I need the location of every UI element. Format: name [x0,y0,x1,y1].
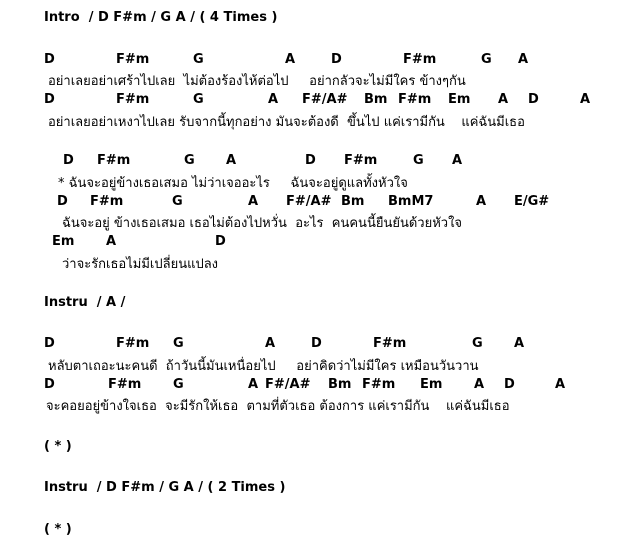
chord: D [305,153,316,168]
lyric-line: * ฉันจะอยู่ข้างเธอเสมอ ไม่ว่าเจออะไร ฉันจะอยู่ดูแลทั้งหัวใจ [58,176,408,191]
chord: F#m [362,377,396,392]
chord: D [44,336,55,351]
chord: A [285,52,296,67]
chord: F#m [344,153,378,168]
chord: F#m [108,377,142,392]
chord: A [476,194,487,209]
chord: E/G# [514,194,550,209]
chord: D [44,52,55,67]
chord: G [413,153,424,168]
instru-heading: Instru / A / [44,295,126,310]
chord: F#m [403,52,437,67]
chord-line [0,234,620,250]
chord-line [0,92,620,108]
chorus-repeat-marker: ( * ) [44,439,72,454]
lyric-line: หลับตาเถอะนะคนดี ถ้าวันนี้มันเหนื่อยไป อย่าคิดว่าไม่มีใคร เหมือนวันวาน [48,359,479,374]
chord: Bm [364,92,388,107]
chord: Em [448,92,471,107]
chord: A [555,377,566,392]
lyric-line: อย่าเลยอย่าเศร้าไปเลย ไม่ต้องร้องไห้ต่อไป อย่ากลัวจะไม่มีใคร ข้างๆกัน [48,74,466,89]
chord: A [248,377,259,392]
chord: A [265,336,276,351]
chord: D [44,377,55,392]
chord-line [0,153,620,169]
chord: D [331,52,342,67]
chord: BmM7 [388,194,434,209]
chorus-repeat-marker: ( * ) [44,522,72,537]
chord: G [173,336,184,351]
chord: A [514,336,525,351]
chord: Bm [341,194,365,209]
chord: D [63,153,74,168]
chord: G [184,153,195,168]
chord: G [193,52,204,67]
chord: F#m [373,336,407,351]
chord: G [481,52,492,67]
chord: Bm [328,377,352,392]
chord: G [193,92,204,107]
chord: G [472,336,483,351]
lyric-line: จะคอยอยู่ข้างใจเธอ จะมีรักให้เธอ ตามที่ตัวเธอ ต้องการ แค่เรามีกัน แค่ฉันมีเธอ [46,399,510,414]
chord-line [0,336,620,352]
chord: D [44,92,55,107]
chord: A [518,52,529,67]
chord: A [106,234,117,249]
chord: A [226,153,237,168]
chord-line [0,377,620,393]
chord: D [504,377,515,392]
chord: A [248,194,259,209]
chord: A [580,92,591,107]
chord: A [452,153,463,168]
lyric-line: อย่าเลยอย่าเหงาไปเลย รับจากนี้ทุกอย่าง มันจะต้องดี ขึ้นไป แค่เรามีกัน แค่ฉันมีเธอ [48,115,525,130]
chord: G [173,377,184,392]
chord: F#/A# [302,92,348,107]
chord: A [498,92,509,107]
chord: Em [52,234,75,249]
chord: Em [420,377,443,392]
chord: F#/A# [286,194,332,209]
chord: D [215,234,226,249]
instru-heading: Instru / D F#m / G A / ( 2 Times ) [44,480,286,495]
chord: D [311,336,322,351]
intro-heading: Intro / D F#m / G A / ( 4 Times ) [44,10,278,25]
chord: A [474,377,485,392]
lyric-line: ฉันจะอยู่ ข้างเธอเสมอ เธอไม่ต้องไปหวั่น อะไร คนคนนี้ยืนยันด้วยหัวใจ [62,216,463,231]
chord: F#m [116,92,150,107]
chord: D [528,92,539,107]
chord: F#m [116,52,150,67]
chord: F#m [97,153,131,168]
lyric-line: ว่าจะรักเธอไม่มีเปลี่ยนแปลง [62,257,219,272]
chord: D [57,194,68,209]
chord-line [0,194,620,210]
chord: G [172,194,183,209]
chord: F#/A# [265,377,311,392]
chord-line [0,52,620,68]
chord: F#m [398,92,432,107]
chord: F#m [90,194,124,209]
chord: A [268,92,279,107]
chord: F#m [116,336,150,351]
